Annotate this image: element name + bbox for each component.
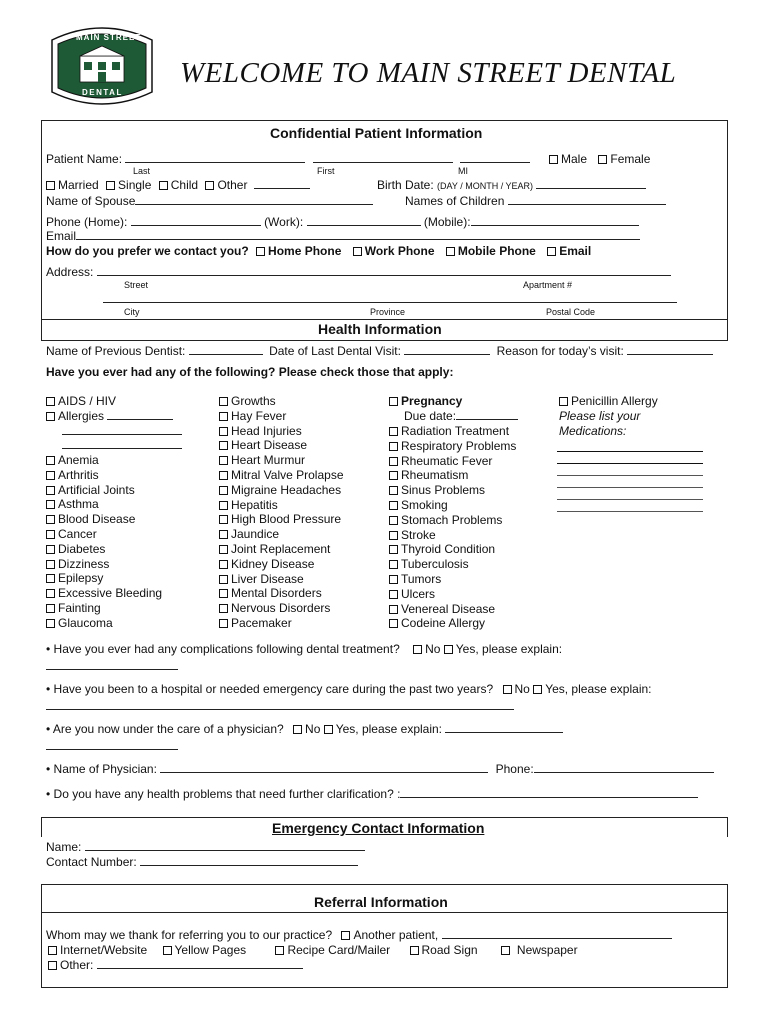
condition-label: Dizziness <box>58 556 110 571</box>
condition-item[interactable] <box>559 394 658 409</box>
condition-item[interactable] <box>46 468 162 483</box>
condition-checkbox[interactable] <box>219 575 228 584</box>
email-label: Email <box>46 229 77 243</box>
city-field[interactable] <box>103 302 677 303</box>
condition-label: High Blood Pressure <box>231 512 342 527</box>
child-label: Child <box>170 178 199 192</box>
condition-item[interactable] <box>46 483 162 498</box>
last-name-field[interactable] <box>125 153 305 163</box>
condition-item[interactable] <box>389 542 516 557</box>
condition-checkbox[interactable] <box>389 457 398 466</box>
other-referral-label: Other: <box>60 958 94 972</box>
condition-label: Heart Murmur <box>231 453 306 468</box>
condition-label: Migraine Headaches <box>231 482 342 497</box>
condition-item[interactable] <box>219 601 344 616</box>
condition-checkbox[interactable] <box>46 560 55 569</box>
conditions-col-3-top <box>389 394 518 424</box>
condition-checkbox[interactable] <box>46 486 55 495</box>
newspaper-checkbox[interactable] <box>501 946 510 955</box>
yes-label: Yes, please explain: <box>455 642 563 656</box>
child-checkbox[interactable] <box>159 181 168 190</box>
condition-item[interactable] <box>46 453 162 468</box>
referral-heading: Referral Information <box>314 894 448 910</box>
internet-label: Internet/Website <box>60 943 148 957</box>
married-checkbox[interactable] <box>46 181 55 190</box>
bullet-icon: • <box>46 682 51 696</box>
physician-name-label: Name of Physician: <box>53 762 157 776</box>
logo-bottom-text: DENTAL <box>82 88 123 97</box>
condition-item[interactable] <box>219 409 344 424</box>
patient-name-label: Patient Name: <box>46 152 123 166</box>
condition-checkbox[interactable] <box>219 530 228 539</box>
condition-item[interactable] <box>219 453 344 468</box>
condition-checkbox[interactable] <box>219 560 228 569</box>
condition-item[interactable] <box>389 498 516 513</box>
email-option-label: Email <box>559 244 592 258</box>
q2-explain-field[interactable] <box>46 709 514 710</box>
condition-label: Kidney Disease <box>231 556 315 571</box>
condition-label: Anemia <box>58 453 99 467</box>
street-field[interactable] <box>97 266 671 276</box>
physician-question: Are you now under the care of a physician? <box>52 722 284 736</box>
condition-checkbox[interactable] <box>46 515 55 524</box>
no-label: No <box>425 642 441 656</box>
other-checkbox[interactable] <box>205 181 214 190</box>
condition-label: Hepatitis <box>231 497 278 512</box>
female-checkbox[interactable] <box>598 155 607 164</box>
single-label: Single <box>118 178 152 192</box>
condition-label: Blood Disease <box>58 512 136 527</box>
hospital-question: Have you been to a hospital or needed emergency care during the past two years? <box>53 682 494 696</box>
bullet-icon: • <box>46 762 51 776</box>
condition-label: Mitral Valve Prolapse <box>231 467 344 482</box>
conditions-col-4 <box>559 394 658 438</box>
yellow-pages-checkbox[interactable] <box>163 946 172 955</box>
q1-no-checkbox[interactable] <box>413 645 422 654</box>
another-patient-checkbox[interactable] <box>341 931 350 940</box>
condition-item[interactable] <box>219 572 344 587</box>
conditions-col-1 <box>46 394 182 453</box>
condition-label: Thyroid Condition <box>401 542 496 557</box>
emergency-name-label: Name: <box>46 840 82 854</box>
condition-label: Artificial Joints <box>58 482 135 497</box>
condition-checkbox[interactable] <box>219 515 228 524</box>
province-label: Province <box>370 307 406 317</box>
condition-item[interactable] <box>46 542 162 557</box>
apartment-label: Apartment # <box>523 280 573 290</box>
condition-item[interactable] <box>389 468 516 483</box>
condition-item[interactable] <box>389 528 516 543</box>
allergies-field-2[interactable] <box>62 425 182 435</box>
road-sign-checkbox[interactable] <box>410 946 419 955</box>
first-name-field[interactable] <box>313 153 453 163</box>
condition-checkbox[interactable] <box>46 397 55 406</box>
referral-question: Whom may we thank for referring you to our practice? <box>46 928 333 942</box>
other-label: Other <box>217 178 248 192</box>
condition-item[interactable] <box>219 438 344 453</box>
first-label: First <box>317 166 335 176</box>
prev-dentist-label: Name of Previous Dentist: <box>46 344 186 358</box>
condition-item[interactable] <box>389 616 516 631</box>
complications-question: Have you ever had any complications following dental treatment? <box>53 642 400 656</box>
prev-dentist-field[interactable] <box>189 345 263 355</box>
no-label: No <box>305 722 321 736</box>
other-referral-field[interactable] <box>97 959 303 969</box>
condition-item[interactable] <box>46 394 182 409</box>
condition-checkbox[interactable] <box>46 604 55 613</box>
allergies-field-3[interactable] <box>62 439 182 449</box>
home-phone-label: Home Phone <box>268 244 342 258</box>
condition-checkbox[interactable] <box>389 531 398 540</box>
condition-label: Arthritis <box>58 467 99 482</box>
another-patient-field[interactable] <box>442 929 672 939</box>
contact-question: How do you prefer we contact you? <box>46 244 249 258</box>
yes-label: Yes, please explain: <box>335 722 443 736</box>
condition-item[interactable] <box>219 394 344 409</box>
condition-checkbox[interactable] <box>46 456 55 465</box>
meds-label-1: Please list your <box>559 408 641 423</box>
condition-item[interactable] <box>46 497 162 512</box>
condition-label: Tuberculosis <box>401 557 469 572</box>
condition-checkbox[interactable] <box>46 545 55 554</box>
spouse-label: Name of Spouse <box>46 194 136 208</box>
mobile-phone-checkbox[interactable] <box>446 247 455 256</box>
q3-explain-field[interactable] <box>445 723 563 733</box>
condition-item[interactable] <box>219 542 344 557</box>
health-heading: Health Information <box>318 321 442 337</box>
condition-item[interactable] <box>389 572 516 587</box>
internet-checkbox[interactable] <box>48 946 57 955</box>
condition-item[interactable] <box>219 424 344 439</box>
condition-label: Allergies <box>58 408 105 423</box>
phone-label: Phone: <box>495 762 534 776</box>
female-label: Female <box>610 152 651 166</box>
emergency-name-field[interactable] <box>85 841 365 851</box>
condition-checkbox[interactable] <box>46 500 55 509</box>
last-visit-label: Date of Last Dental Visit: <box>269 344 401 358</box>
condition-checkbox[interactable] <box>389 560 398 569</box>
condition-checkbox[interactable] <box>389 516 398 525</box>
page-title: WELCOME TO MAIN STREET DENTAL <box>180 57 677 89</box>
allergies-field[interactable] <box>107 410 173 420</box>
q3-no-checkbox[interactable] <box>293 725 302 734</box>
condition-item[interactable] <box>219 586 344 601</box>
married-label: Married <box>58 178 99 192</box>
q3-yes-checkbox[interactable] <box>324 725 333 734</box>
clarification-field[interactable] <box>400 788 698 798</box>
condition-item[interactable] <box>389 483 516 498</box>
birth-date-field[interactable] <box>536 179 646 189</box>
yellow-pages-label: Yellow Pages <box>174 943 247 957</box>
bullet-icon: • <box>46 642 51 656</box>
condition-checkbox[interactable] <box>389 471 398 480</box>
q2-yes-checkbox[interactable] <box>533 685 542 694</box>
condition-item[interactable] <box>219 468 344 483</box>
meds-label-2: Medications: <box>559 423 627 438</box>
emergency-heading: Emergency Contact Information <box>272 820 485 836</box>
condition-item[interactable] <box>46 512 162 527</box>
condition-item[interactable] <box>219 498 344 513</box>
pregnancy-label: Pregnancy <box>401 394 463 408</box>
another-patient-label: Another patient, <box>353 928 439 942</box>
conditions-col-2 <box>219 394 344 631</box>
medications-lines[interactable] <box>557 442 703 523</box>
condition-item[interactable] <box>389 439 516 454</box>
condition-checkbox[interactable] <box>389 501 398 510</box>
condition-item[interactable] <box>389 513 516 528</box>
email-checkbox[interactable] <box>547 247 556 256</box>
condition-checkbox[interactable] <box>46 471 55 480</box>
recipe-card-checkbox[interactable] <box>275 946 284 955</box>
spouse-field[interactable] <box>135 195 373 205</box>
last-visit-field[interactable] <box>404 345 490 355</box>
condition-checkbox[interactable] <box>219 619 228 628</box>
bullet-icon: • <box>46 787 51 801</box>
city-label: City <box>124 307 140 317</box>
condition-checkbox[interactable] <box>389 442 398 451</box>
home-phone-checkbox[interactable] <box>256 247 265 256</box>
condition-item[interactable] <box>46 557 162 572</box>
emergency-contact-label: Contact Number: <box>46 855 137 869</box>
condition-label: Venereal Disease <box>401 601 496 616</box>
condition-checkbox[interactable] <box>219 397 228 406</box>
condition-checkbox[interactable] <box>219 501 228 510</box>
phone-work-field[interactable] <box>307 216 421 226</box>
condition-label: Codeine Allergy <box>401 616 486 631</box>
reason-field[interactable] <box>627 345 713 355</box>
condition-label: Cancer <box>58 526 97 541</box>
condition-checkbox[interactable] <box>219 456 228 465</box>
condition-label: Glaucoma <box>58 615 113 630</box>
condition-label: Rheumatic Fever <box>401 453 493 468</box>
yes-label: Yes, please explain: <box>545 682 652 696</box>
condition-label: Mental Disorders <box>231 586 322 601</box>
condition-label: Rheumatism <box>401 468 469 483</box>
condition-item[interactable] <box>389 557 516 572</box>
children-label: Names of Children <box>405 194 505 208</box>
condition-checkbox[interactable] <box>389 397 398 406</box>
work-phone-checkbox[interactable] <box>353 247 362 256</box>
due-date-field[interactable] <box>456 410 518 420</box>
condition-checkbox[interactable] <box>389 486 398 495</box>
condition-checkbox[interactable] <box>389 545 398 554</box>
conditions-question: Have you ever had any of the following? Please check those that apply: <box>46 365 454 379</box>
condition-label: Jaundice <box>231 527 280 542</box>
conditions-col-3 <box>389 424 516 631</box>
condition-checkbox[interactable] <box>46 589 55 598</box>
postal-label: Postal Code <box>546 307 596 317</box>
condition-checkbox[interactable] <box>219 589 228 598</box>
condition-label: Respiratory Problems <box>401 438 517 453</box>
condition-checkbox[interactable] <box>389 575 398 584</box>
condition-checkbox[interactable] <box>219 427 228 436</box>
condition-label: Stomach Problems <box>401 512 503 527</box>
street-label: Street <box>124 280 149 290</box>
condition-item[interactable] <box>219 512 344 527</box>
condition-checkbox[interactable] <box>219 604 228 613</box>
condition-item[interactable] <box>219 527 344 542</box>
condition-checkbox[interactable] <box>389 590 398 599</box>
condition-checkbox[interactable] <box>219 441 228 450</box>
emergency-contact-field[interactable] <box>140 856 358 866</box>
road-sign-label: Road Sign <box>421 943 478 957</box>
phone-home-label: Phone (Home): <box>46 215 128 229</box>
condition-checkbox[interactable] <box>389 427 398 436</box>
single-checkbox[interactable] <box>106 181 115 190</box>
condition-checkbox[interactable] <box>219 545 228 554</box>
male-label: Male <box>561 152 588 166</box>
condition-item[interactable] <box>389 424 516 439</box>
condition-checkbox[interactable] <box>559 397 568 406</box>
condition-item[interactable] <box>219 483 344 498</box>
condition-label: Nervous Disorders <box>231 601 331 616</box>
condition-checkbox[interactable] <box>46 412 55 421</box>
address-label: Address: <box>46 265 94 279</box>
condition-label: Diabetes <box>58 541 106 556</box>
condition-item[interactable] <box>46 409 182 424</box>
condition-checkbox[interactable] <box>46 530 55 539</box>
other-field[interactable] <box>254 179 310 189</box>
condition-item[interactable] <box>389 602 516 617</box>
condition-label: Radiation Treatment <box>401 424 510 438</box>
condition-label: Liver Disease <box>231 571 304 586</box>
condition-checkbox[interactable] <box>219 412 228 421</box>
condition-item[interactable] <box>46 527 162 542</box>
condition-item[interactable] <box>389 454 516 469</box>
confidential-heading: Confidential Patient Information <box>270 125 483 141</box>
newspaper-label: Newspaper <box>516 943 578 957</box>
q1-yes-checkbox[interactable] <box>444 645 453 654</box>
logo <box>44 22 160 110</box>
condition-label: Excessive Bleeding <box>58 586 163 601</box>
condition-label: Epilepsy <box>58 571 104 586</box>
condition-label: Joint Replacement <box>231 541 331 556</box>
mobile-phone-label: Mobile Phone <box>457 244 536 258</box>
birth-date-label: Birth Date: <box>377 178 434 192</box>
phone-mobile-field[interactable] <box>471 216 639 226</box>
condition-checkbox[interactable] <box>219 471 228 480</box>
condition-label: Hay Fever <box>231 408 287 423</box>
email-field[interactable] <box>76 230 640 240</box>
condition-checkbox[interactable] <box>389 605 398 614</box>
physician-phone-field[interactable] <box>534 763 714 773</box>
mi-label: MI <box>458 166 468 176</box>
children-field[interactable] <box>508 195 666 205</box>
other-referral-checkbox[interactable] <box>48 961 57 970</box>
q3-explain-field-2[interactable] <box>46 749 178 750</box>
condition-item[interactable] <box>46 571 162 586</box>
q1-explain-field[interactable] <box>46 669 178 670</box>
condition-item[interactable] <box>46 601 162 616</box>
reason-label: Reason for today’s visit: <box>496 344 624 358</box>
recipe-card-label: Recipe Card/Mailer <box>287 943 391 957</box>
conditions-col-1b <box>46 453 162 631</box>
condition-checkbox[interactable] <box>389 619 398 628</box>
logo-top-text: MAIN STREET <box>76 33 142 42</box>
physician-name-field[interactable] <box>160 763 488 773</box>
condition-checkbox[interactable] <box>219 486 228 495</box>
condition-item[interactable] <box>46 616 162 631</box>
condition-label: Smoking <box>401 497 448 512</box>
clarification-question: Do you have any health problems that need further clarification? <box>53 787 394 801</box>
bullet-icon: • <box>46 722 51 736</box>
no-label: No <box>514 682 530 696</box>
condition-label: Fainting <box>58 600 101 615</box>
condition-label: Growths <box>231 394 276 408</box>
condition-item[interactable] <box>219 557 344 572</box>
penicillin-label: Penicillin Allergy <box>571 394 658 408</box>
condition-checkbox[interactable] <box>46 574 55 583</box>
due-date-label: Due date: <box>404 408 457 423</box>
condition-checkbox[interactable] <box>46 619 55 628</box>
phone-home-field[interactable] <box>131 216 261 226</box>
condition-item[interactable] <box>219 616 344 631</box>
condition-label: Ulcers <box>401 586 436 601</box>
condition-label: Sinus Problems <box>401 483 486 498</box>
condition-label: Head Injuries <box>231 423 302 438</box>
q2-no-checkbox[interactable] <box>503 685 512 694</box>
condition-item[interactable] <box>389 587 516 602</box>
condition-label: Heart Disease <box>231 438 308 453</box>
last-label: Last <box>133 166 151 176</box>
condition-label: Asthma <box>58 497 99 512</box>
condition-item[interactable] <box>389 394 518 409</box>
condition-label: AIDS / HIV <box>58 394 117 408</box>
condition-item[interactable] <box>46 586 162 601</box>
work-label: (Work): <box>264 215 304 229</box>
birth-format-label: (DAY / MONTH / YEAR) <box>437 181 534 191</box>
mobile-label: (Mobile): <box>423 215 471 229</box>
work-phone-label: Work Phone <box>364 244 435 258</box>
male-checkbox[interactable] <box>549 155 558 164</box>
mi-field[interactable] <box>460 153 530 163</box>
condition-label: Pacemaker <box>231 615 292 630</box>
condition-label: Stroke <box>401 527 436 542</box>
condition-label: Tumors <box>401 571 442 586</box>
